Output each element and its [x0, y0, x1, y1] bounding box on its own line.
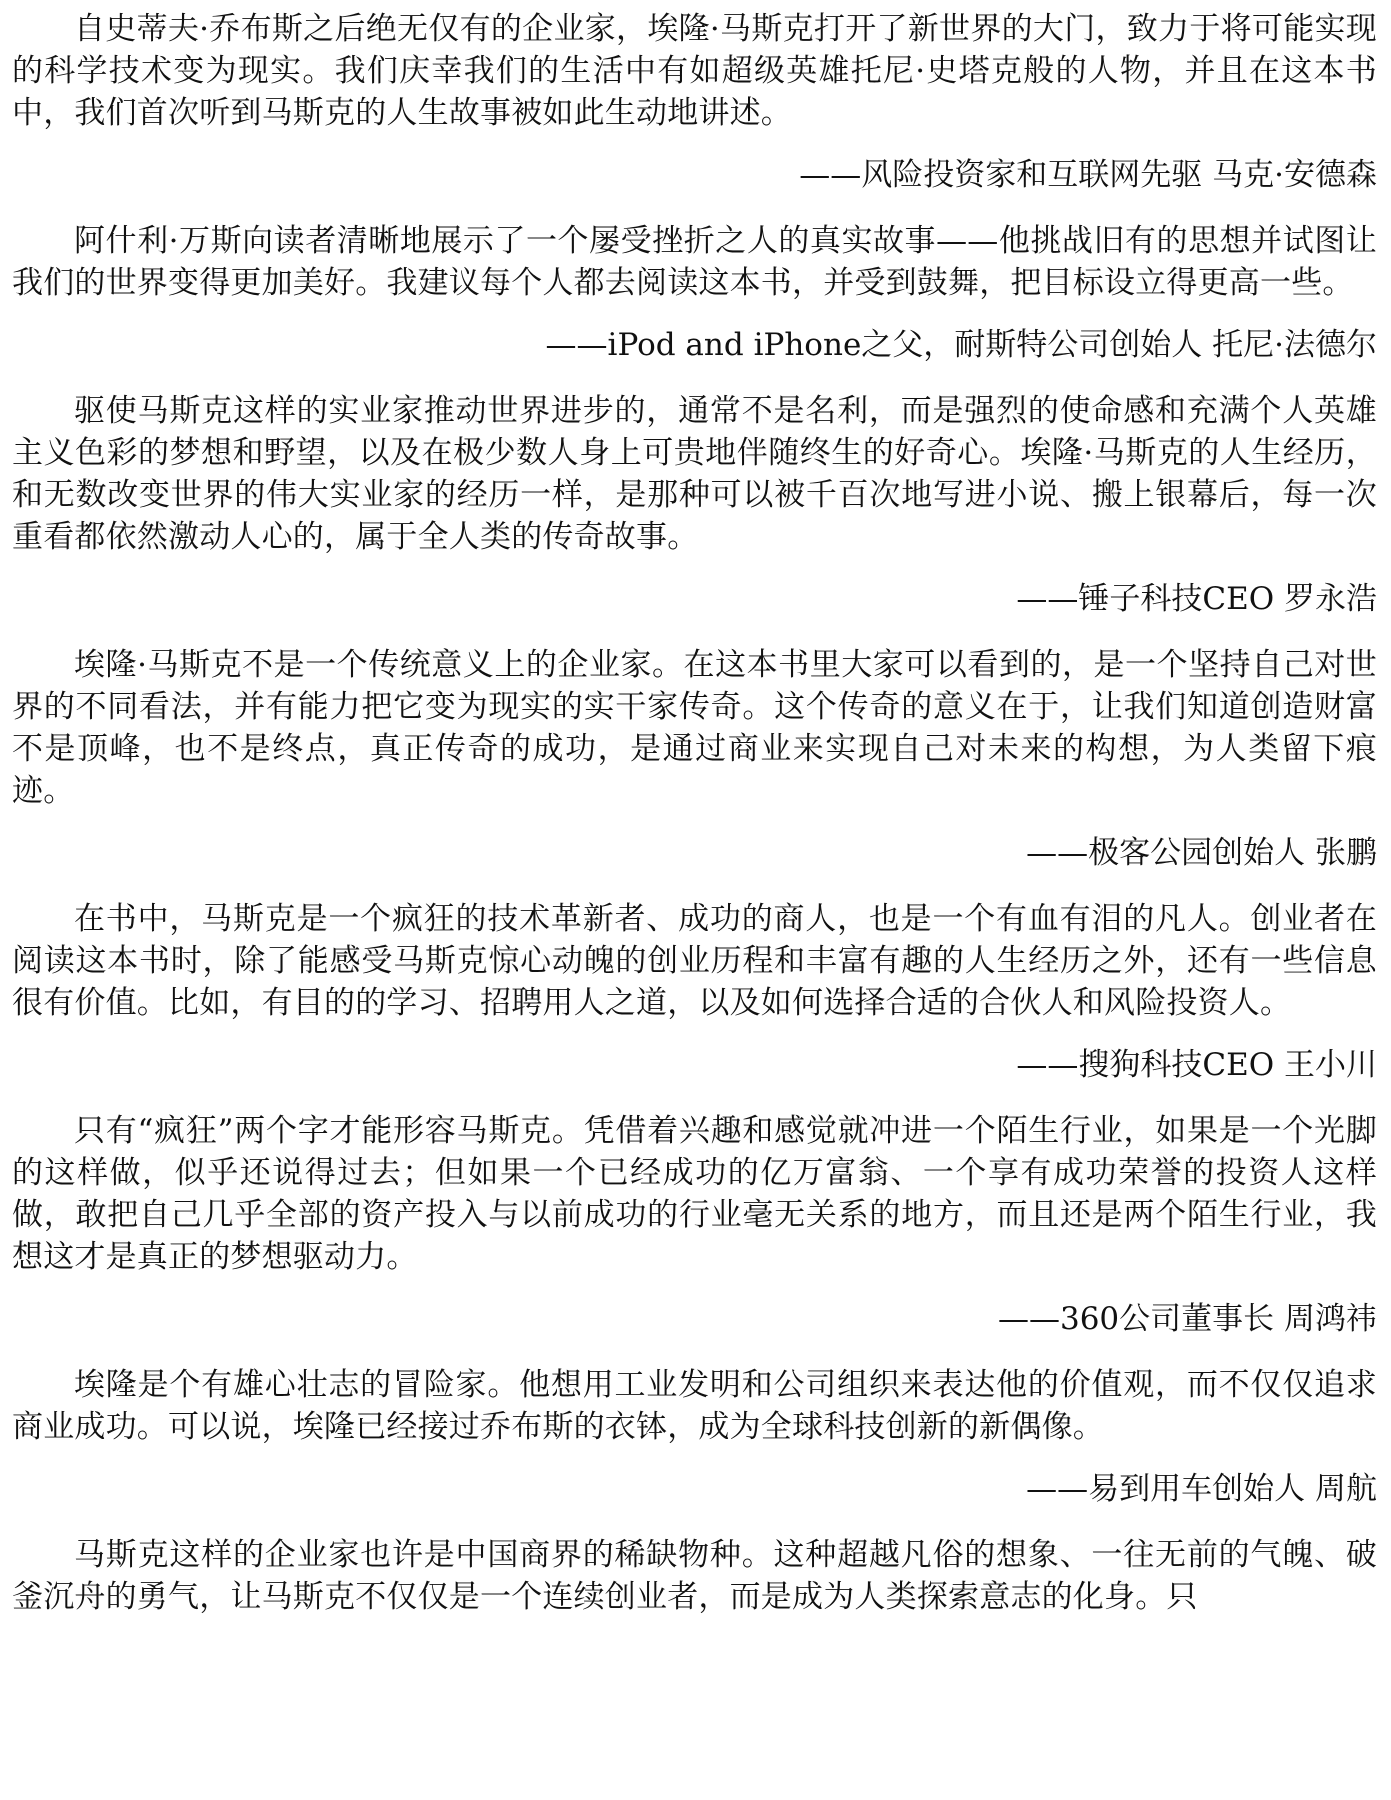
endorsement-quote: 马斯克这样的企业家也许是中国商界的稀缺物种。这种超越凡俗的想象、一往无前的气魄、破釜沉舟的勇气，让马斯克不仅仅是一个连续创业者，而是成为人类探索意志的化身。只: [12, 1537, 1377, 1615]
endorsement-attribution: ——风险投资家和互联网先驱 马克·安德森: [799, 157, 1377, 193]
endorsement-attribution: ——锤子科技CEO 罗永浩: [1016, 581, 1377, 617]
endorsement-quote: 只有“疯狂”两个字才能形容马斯克。凭借着兴趣和感觉就冲进一个陌生行业，如果是一个光脚的这样做，似乎还说得过去；但如果一个已经成功的亿万富翁、一个享有成功荣誉的投资人这样做，敢把自己几乎全部的资产投入与以前成功的行业毫无关系的地方，而且还是两个陌生行业，我想这才是真正的梦想驱动力。: [12, 1113, 1377, 1275]
endorsement-attribution: ——易到用车创始人 周航: [1026, 1471, 1377, 1507]
endorsement-quote: 自史蒂夫·乔布斯之后绝无仅有的企业家，埃隆·马斯克打开了新世界的大门，致力于将可能实现的科学技术变为现实。我们庆幸我们的生活中有如超级英雄托尼·史塔克般的人物，并且在这本书中，我们首次听到马斯克的人生故事被如此生动地讲述。: [12, 11, 1377, 131]
endorsement-page: [12, 8, 1377, 1618]
endorsement-attribution: ——iPod and iPhone之父，耐斯特公司创始人 托尼·法德尔: [545, 327, 1377, 363]
endorsement-attribution: ——搜狗科技CEO 王小川: [1016, 1047, 1377, 1083]
endorsement-quote: 驱使马斯克这样的实业家推动世界进步的，通常不是名利，而是强烈的使命感和充满个人英雄主义色彩的梦想和野望，以及在极少数人身上可贵地伴随终生的好奇心。埃隆·马斯克的人生经历，和无数改变世界的伟大实业家的经历一样，是那种可以被千百次地写进小说、搬上银幕后，每一次重看都依然激动人心的，属于全人类的传奇故事。: [12, 393, 1377, 555]
endorsement-quote: 在书中，马斯克是一个疯狂的技术革新者、成功的商人，也是一个有血有泪的凡人。创业者在阅读这本书时，除了能感受马斯克惊心动魄的创业历程和丰富有趣的人生经历之外，还有一些信息很有价值。比如，有目的的学习、招聘用人之道，以及如何选择合适的合伙人和风险投资人。: [12, 901, 1377, 1021]
endorsement-quote: 埃隆是个有雄心壮志的冒险家。他想用工业发明和公司组织来表达他的价值观，而不仅仅追求商业成功。可以说，埃隆已经接过乔布斯的衣钵，成为全球科技创新的新偶像。: [12, 1367, 1377, 1445]
endorsement-attribution: ——极客公园创始人 张鹏: [1026, 835, 1377, 871]
endorsement-attribution: ——360公司董事长 周鸿祎: [997, 1301, 1377, 1337]
endorsement-quote: 阿什利·万斯向读者清晰地展示了一个屡受挫折之人的真实故事——他挑战旧有的思想并试图让我们的世界变得更加美好。我建议每个人都去阅读这本书，并受到鼓舞，把目标设立得更高一些。: [12, 223, 1377, 301]
endorsement-quote: 埃隆·马斯克不是一个传统意义上的企业家。在这本书里大家可以看到的，是一个坚持自己对世界的不同看法，并有能力把它变为现实的实干家传奇。这个传奇的意义在于，让我们知道创造财富不是顶峰，也不是终点，真正传奇的成功，是通过商业来实现自己对未来的构想，为人类留下痕迹。: [12, 647, 1377, 809]
